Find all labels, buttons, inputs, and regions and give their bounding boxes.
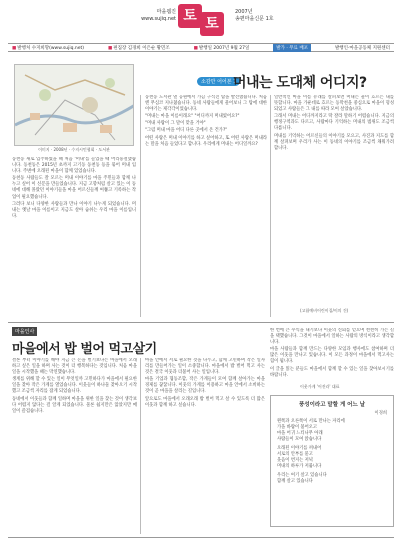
article2-column-1 (12, 358, 137, 534)
article2-signature: 이웃가게 '어진라' 대표 (300, 384, 340, 389)
poem-stanza (277, 419, 387, 443)
article-paragraph: "그럼 머내 마을 어디 다른 곳에서 온 건가?" (145, 128, 228, 134)
poem-title: 풍성이라고 말할 게 어느 날 (298, 402, 366, 408)
article-paragraph: 한 번에 큰 수익을 내기보다 이웃의 신뢰를 얻으며 천천히 가는 길을 택했습니다. 그것이 마을에서 일하는 사람의 방식이라고 생각합니다. (270, 328, 394, 346)
article-paragraph: 마을 안에서 서로 필요한 것을 나누고, 함께 고민하며 작은 일자리를 만들어가는 일이 소중합니다. 마을에서 밥 벌어 먹고 사는 것은 결국 이웃과 더불어 사는 일입니다. (145, 358, 265, 376)
photo-caption: 이미지 · 2008년 · 수지시민협회 · 도서관 (38, 147, 110, 152)
info-issuer: 발행인·마을공동체 지원센터 (334, 45, 390, 51)
poem-line: 오래된 이야기를 꺼내어 (277, 446, 322, 451)
masthead-right (235, 9, 315, 23)
masthead (0, 0, 400, 40)
poem-line: 웃음이 번지는 저녁 (277, 458, 313, 463)
article-headline: 머내는 도대체 어디지? (233, 75, 367, 91)
poem-line: 서로의 안부를 묻고 (277, 452, 313, 457)
poem-box (270, 395, 394, 527)
column-divider (140, 95, 141, 317)
article-paragraph: 동천동 새로 입주하였을 때 처음 '머내'를 들었을 때 어리둥절했습니다. 동천동은 2015년 초까지 고기동 동천동 등을 묶어 머내 입니다. 주변에 오래된 마을이 함께 있었습니다. (12, 157, 136, 175)
article-signature: (고립예비어린이집/이의 건) (300, 308, 349, 313)
poem-line: 머내의 하루가 저뭅니다 (277, 464, 322, 469)
masthead-right-line1: 2007년 (235, 9, 253, 15)
poem-stanza (277, 446, 387, 470)
logo-block-2: 토 (200, 12, 224, 36)
article-paragraph: 앞으로도 마을에서 오래오래 밥 벌어 먹고 살 수 있도록 더 많은 이웃과 함께 하고 싶습니다. (145, 396, 265, 408)
article-paragraph: 마을 기업과 협동조합, 작은 가게들이 모여 함께 살아가는 마을 경제를 꿈꿉니다. 이웃의 가게를 이용하고 마을 안에서 소비하는 것이 곧 마을을 살리는 길입니다. (145, 377, 265, 395)
poem-line: 우리는 여기 살고 있습니다 (277, 473, 327, 478)
logo-block-1: 토 (178, 4, 202, 28)
section-separator (8, 322, 394, 323)
article-paragraph: "머내는 마을 이름이래요" "어디까지 머내였어요?" (145, 114, 240, 120)
article-paragraph: 일반적인 마을 이름 유래를 살펴보면 머내는 물이 흐르는 내를 뜻합니다. 마을 가운데로 흐르는 동막천을 중심으로 마을이 형성되었고 사람들은 그 내를 따라 모여 살았습니다. (274, 95, 394, 113)
info-date: ■발행일 2007년 9월 27일 (193, 45, 250, 51)
info-bar (8, 43, 394, 52)
article2-column-3 (270, 328, 394, 384)
poem-line: 사람들이 모여 앉습니다 (277, 437, 322, 442)
article-paragraph: 머내를 기억하는 어르신들의 이야기를 모으고, 사진과 지도를 함께 살펴보며 우리가 사는 이 동네의 이야기를 조금씩 채워가려 합니다. (274, 133, 394, 151)
article-column-1 (12, 157, 136, 317)
info-publisher: ■발행처 수지희망(www.sujiq.net) (12, 45, 85, 51)
article-paragraph: 마을 사람들과 함께 만드는 다양한 모임과 행사에도 참여하며 더 많은 이웃을 만나고 있습니다. 이 모든 과정이 마을에서 먹고사는 힘이 됩니다. (270, 347, 394, 365)
article-paragraph: 그러다 보니 다양한 사람들과 만나 이야기 나누게 되었습니다. 머내는 옛날 마을 이름이고 지금도 살아 숨쉬는 우리 마을 이름입니다. (12, 201, 136, 219)
article-column-3 (274, 95, 394, 305)
article-paragraph: 동천동 도서관 옆 공원에서 가끔 구석진 탑을 발견했습니다. 처음엔 무심코 지나쳤습니다. 동네 사람들에게 물어보니 그 탑에 대한 이야기는 제각각이었습니다. (145, 95, 267, 113)
article-paragraph: 생계를 위해 할 수 있는 일이 무엇일까 고민하다가 마을에서 필요한 일을 찾아 작은 가게를 열었습니다. 이웃들이 하나둘 찾아오기 시작했고 조금씩 자리를 잡게 되었습니다. (12, 377, 137, 395)
column-divider (270, 95, 271, 317)
info-free-badge: 발가 · 무료 배포 (273, 44, 311, 52)
article-paragraph: 동천동 사람들도 잘 모르는 머내 이야기를 마을 주민들과 함께 나누고 싶어 이 신문을 만들었습니다. 지금 고향처럼 살고 있는 이 동네에 대해 몰랐던 이야기들을 마을 어르신들께 여쭙고 기록하는 작업이 필요했습니다. (12, 176, 136, 200)
article-paragraph: "머내 사람이 그 말이 맞을 거야" (145, 121, 206, 127)
article-paragraph: 동네에서 이웃들과 함께 일하며 마을을 위한 일을 찾는 것이 생각보다 어렵지 않다는 걸 알게 되었습니다. 물론 쉽지만은 않았지만 매일이 즐겁습니다. (12, 396, 137, 414)
article-paragraph: 어떤 사람은 머내 이야기를 하고 싶어하고, 또 어떤 사람은 머내라는 말을 처음 들었다고 합니다. 우리에게 머내는 어디일까요? (145, 135, 267, 147)
masthead-left-line1: 마을웹진 (156, 9, 176, 15)
poem-line: 가을 바람이 불어오고 (277, 425, 318, 430)
footer-rule (8, 537, 394, 538)
info-editor: ■편집장 김경희 이은순 황민조 (107, 45, 170, 51)
article-column-2 (145, 95, 267, 317)
poem-line: 왼쪽과 오른쪽이 서로 만나는 자리에 (277, 419, 345, 424)
article-paragraph: 결론 부터 이야기를 해야 지금 큰 돈을 벌기보다는 마을에서 오래 하고 싶은 일을 하며 사는 것이 더 행복하다는 것입니다. 처음 마을 일을 시작했을 때는 막연했습니다. (12, 358, 137, 376)
article2-column-2 (145, 358, 265, 534)
article-headline-2: 마을에서 밥 벌어 먹고살기 (12, 342, 157, 357)
masthead-left-line2: www.sujiq.net (141, 16, 176, 22)
poem-author: 이경희 (374, 411, 387, 416)
section-badge: 소감만 어어본 1 (197, 77, 240, 86)
poem-stanza (277, 473, 387, 485)
masthead-right-line2: 송편마을신문 1호 (235, 16, 274, 22)
article-paragraph: 이 글을 읽는 분들도 마을에서 함께 할 수 있는 일을 찾아보시기를 바랍니다. (270, 366, 394, 378)
masthead-left (128, 9, 176, 23)
map-illustration (15, 65, 134, 146)
article-paragraph: 그래서 머내는 어디까지라고 딱 잘라 말하기 어렵습니다. 지금의 행정구역과도 다르고, 사람마다 기억하는 머내의 범위도 조금씩 다릅니다. (274, 114, 394, 132)
map-photo (14, 64, 134, 146)
poem-line: 함께 살고 있습니다 (277, 479, 313, 484)
column-divider (140, 358, 141, 534)
logo (178, 4, 228, 36)
section-label: 마을인사 (12, 327, 37, 336)
poem-line: 마을 어귀 느티나무 아래 (277, 431, 323, 436)
